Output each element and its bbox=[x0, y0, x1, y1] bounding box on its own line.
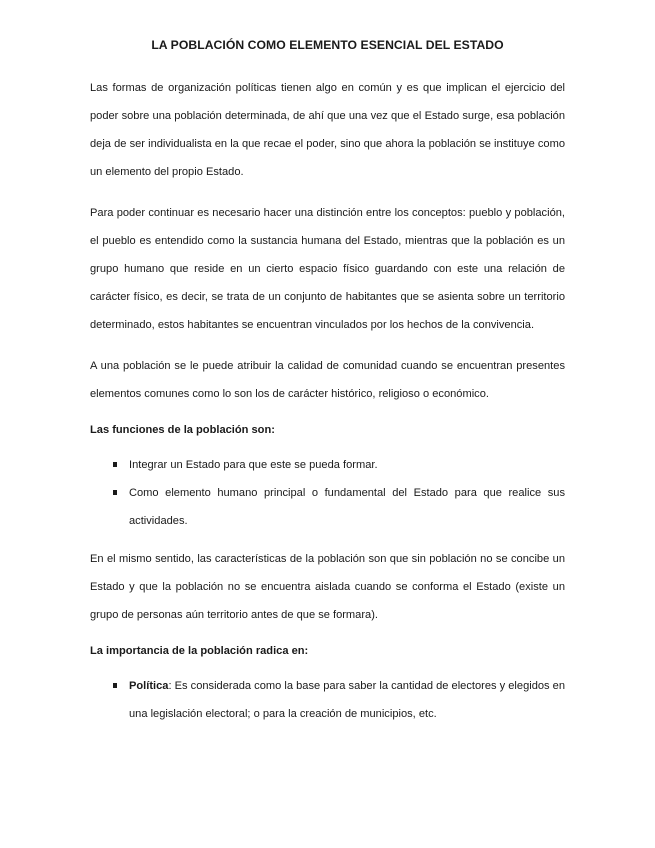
functions-list bbox=[90, 451, 565, 535]
paragraph-community: A una población se le puede atribuir la calidad de comunidad cuando se encuentran presentes elementos comunes como lo son los de carácter histórico, religioso o económico. bbox=[90, 360, 565, 400]
list-item-text: Como elemento humano principal o fundamental del Estado para que realice sus actividades. bbox=[129, 487, 565, 527]
list-item bbox=[90, 479, 565, 535]
paragraph-organization: Las formas de organización políticas tienen algo en común y es que implican el ejercicio del poder sobre una población determinada, de ahí que una vez que el Estado surge, esa población deja de ser individualista en la que recae el poder, sino que ahora la población se instituye como un elemento del propio Estado. bbox=[90, 82, 565, 178]
square-bullet-icon bbox=[113, 490, 117, 495]
list-item-text: : Es considerada como la base para saber la cantidad de electores y elegidos en una legislación electoral; o para la creación de municipios, etc. bbox=[129, 680, 566, 720]
paragraph-distinction: Para poder continuar es necesario hacer una distinción entre los conceptos: pueblo y población, el pueblo es entendido como la sustancia humana del Estado, mientras que la población es un grupo humano que reside en un cierto espacio físico guardando con este una relación de carácter físico, es decir, se trata de un conjunto de habitantes que se asienta sobre un territorio determinado, estos habitantes se encuentran vinculados por los hechos de la convivencia. bbox=[90, 207, 565, 331]
list-item-text: Integrar un Estado para que este se pueda formar. bbox=[129, 459, 378, 471]
list-item-term: Política bbox=[129, 680, 169, 692]
functions-heading: Las funciones de la población son: bbox=[90, 424, 275, 436]
square-bullet-icon bbox=[113, 683, 117, 688]
paragraph-characteristics: En el mismo sentido, las características de la población son que sin población no se concibe un Estado y que la población no se encuentra aislada cuando se conforma el Estado (existe un grupo de personas aún territorio antes de que se formara). bbox=[90, 553, 565, 621]
importance-list bbox=[90, 672, 565, 728]
list-item bbox=[90, 451, 565, 479]
document-title: LA POBLACIÓN COMO ELEMENTO ESENCIAL DEL ESTADO bbox=[151, 38, 504, 52]
square-bullet-icon bbox=[113, 462, 117, 467]
list-item bbox=[90, 672, 565, 728]
importance-heading: La importancia de la población radica en: bbox=[90, 645, 309, 657]
